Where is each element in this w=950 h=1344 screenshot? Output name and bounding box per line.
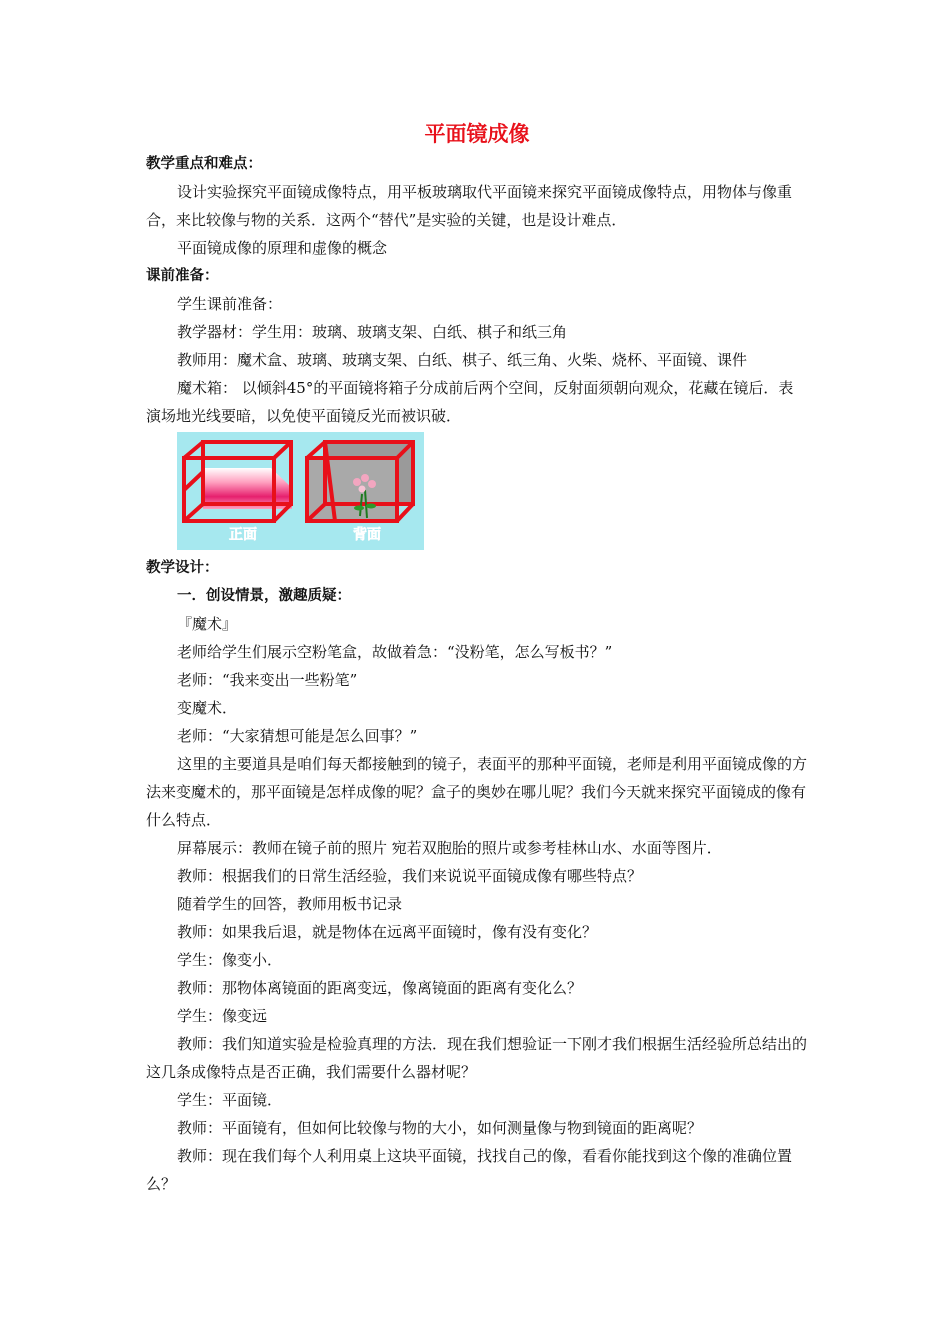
paragraph: 教师用：魔术盒、玻璃、玻璃支架、白纸、棋子、纸三角、火柴、烧杯、平面镜、课件 — [177, 351, 748, 369]
document-page — [146, 120, 808, 1198]
heading-design: 教学设计： — [146, 560, 219, 576]
paragraph: 设计实验探究平面镜成像特点，用平板玻璃取代平面镜来探究平面镜成像特点，用物体与像重合，来比较像与物的关系．这两个“替代”是实验的关键，也是设计难点． — [146, 183, 793, 229]
heading-key-points: 教学重点和难点： — [146, 156, 262, 172]
paragraph: 学生课前准备： — [177, 295, 283, 313]
paragraph: 『魔术』 — [177, 615, 238, 633]
paragraph: 随着学生的回答，教师用板书记录 — [177, 895, 403, 913]
back-label: 背面 — [353, 527, 381, 543]
paragraph: 变魔术． — [177, 699, 238, 717]
paragraph: 教师：根据我们的日常生活经验，我们来说说平面镜成像有哪些特点？ — [177, 867, 643, 885]
magic-box-illustration — [177, 432, 424, 550]
paragraph: 教师：平面镜有，但如何比较像与物的大小，如何测量像与物到镜面的距离呢？ — [177, 1119, 703, 1137]
paragraph: 学生：像变小． — [177, 951, 283, 969]
document-title: 平面镜成像 — [424, 122, 530, 146]
front-box-icon — [184, 442, 292, 521]
subheading-scenario: 一．创设情景，激趣质疑： — [177, 588, 351, 604]
paragraph: 教师：那物体离镜面的距离变远，像离镜面的距离有变化么？ — [177, 979, 583, 997]
paragraph: 魔术箱： 以倾斜45°的平面镜将箱子分成前后两个空间，反射面须朝向观众，花藏在镜后．表演场地光线要暗，以免使平面镜反光而被识破． — [146, 379, 794, 425]
paragraph: 教学器材：学生用：玻璃、玻璃支架、白纸、棋子和纸三角 — [177, 323, 568, 341]
paragraph: 平面镜成像的原理和虚像的概念 — [177, 239, 388, 257]
paragraph: 这里的主要道具是咱们每天都接触到的镜子，表面平的那种平面镜，老师是利用平面镜成像的方法来变魔术的，那平面镜是怎样成像的呢？盒子的奥妙在哪儿呢？我们今天就来探究平面镜成的像有什么特点． — [146, 755, 808, 829]
paragraph: 教师：如果我后退，就是物体在远离平面镜时，像有没有变化？ — [177, 923, 598, 941]
front-label: 正面 — [229, 527, 257, 543]
paragraph: 老师：“我来变出一些粉笔” — [177, 671, 358, 689]
paragraph: 学生：像变远 — [177, 1007, 268, 1025]
paragraph: 老师给学生们展示空粉笔盒，故做着急：“没粉笔，怎么写板书？” — [177, 643, 613, 661]
paragraph: 教师：现在我们每个人利用桌上这块平面镜，找找自己的像，看看你能找到这个像的准确位置么？ — [146, 1147, 793, 1193]
magic-box-figure — [177, 432, 424, 550]
paragraph: 老师：“大家猜想可能是怎么回事？” — [177, 727, 418, 745]
paragraph: 屏幕展示：教师在镜子前的照片 宛若双胞胎的照片或参考桂林山水、水面等图片． — [177, 839, 722, 857]
paragraph: 学生：平面镜． — [177, 1091, 283, 1109]
heading-prep: 课前准备： — [146, 268, 219, 284]
paragraph: 教师：我们知道实验是检验真理的方法．现在我们想验证一下刚才我们根据生活经验所总结出的这几条成像特点是否正确，我们需要什么器材呢？ — [146, 1035, 808, 1081]
